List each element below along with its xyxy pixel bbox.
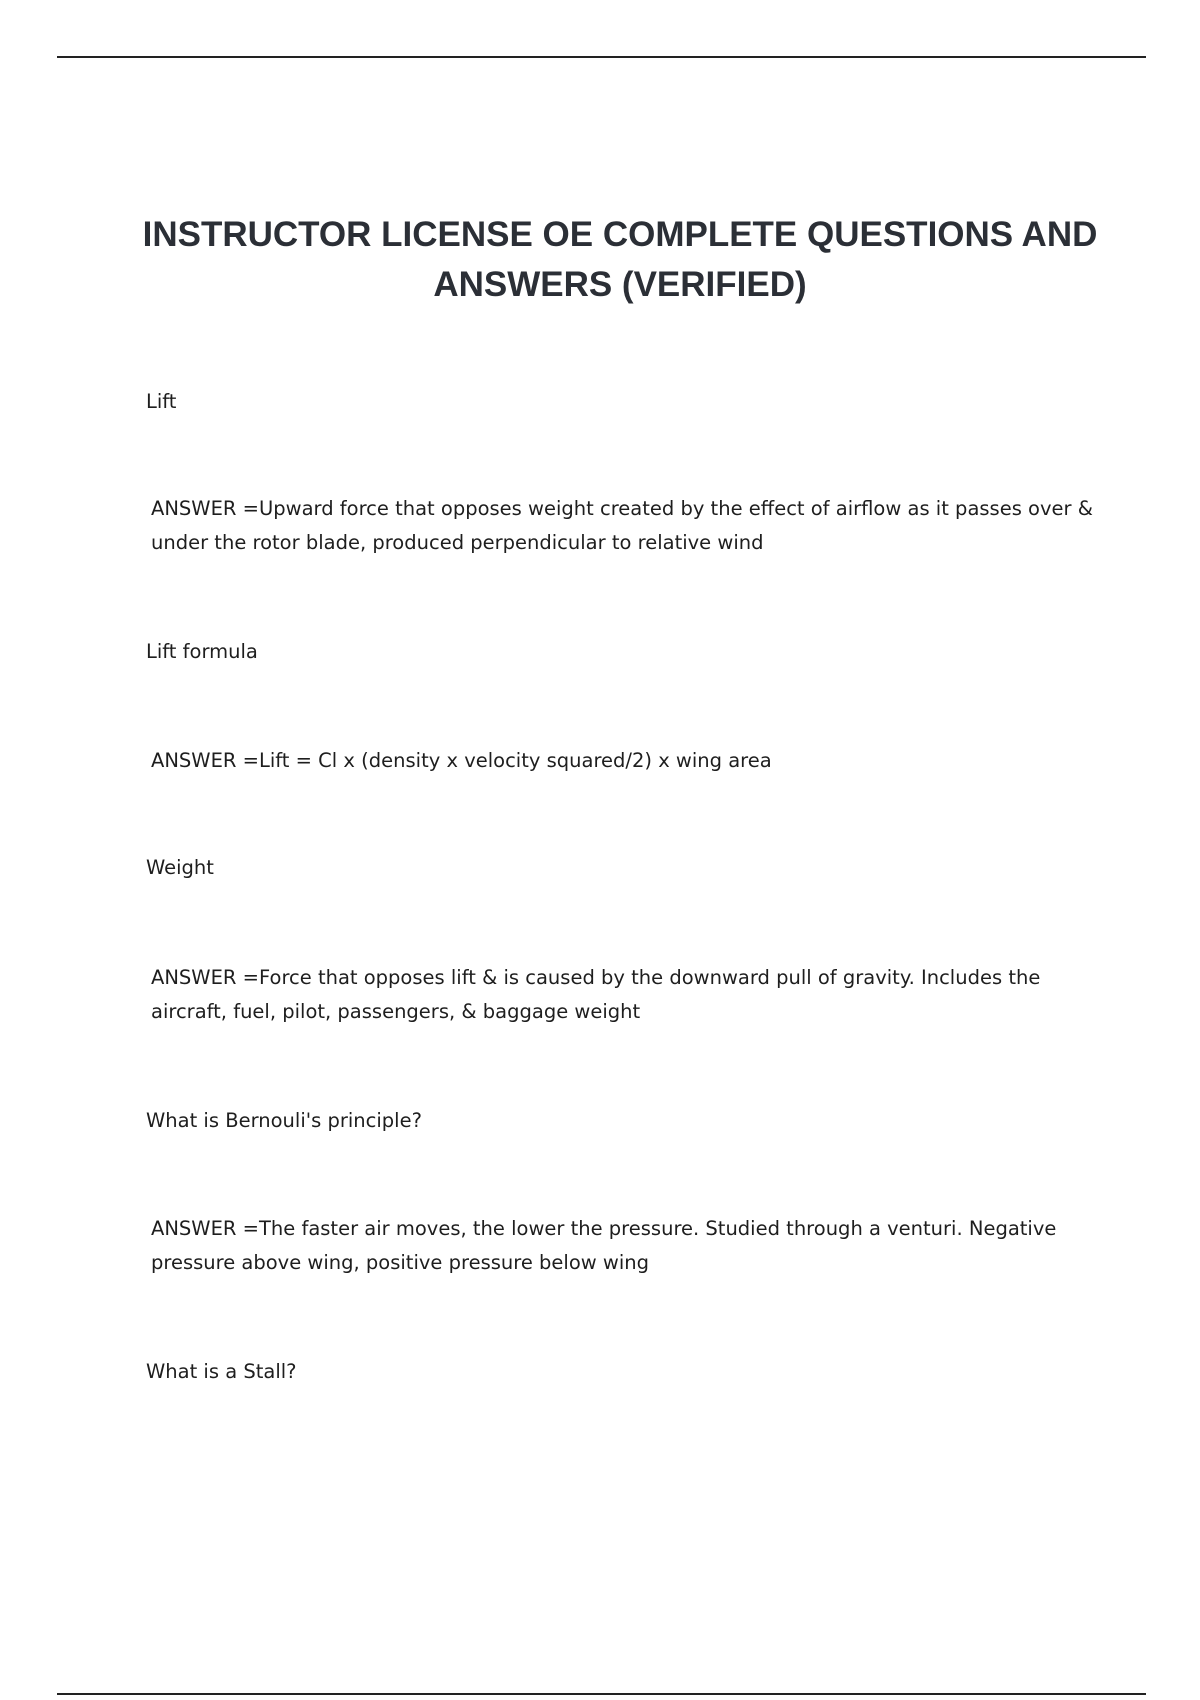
answer-text: ANSWER =Force that opposes lift & is caused by the downward pull of gravity. Includes the aircraft, fuel, pilot, passengers, & baggage weight: [151, 966, 1041, 1023]
question-text: Weight: [146, 856, 214, 879]
question-text: Lift: [146, 390, 177, 413]
answer-text: ANSWER =The faster air moves, the lower the pressure. Studied through a venturi. Negative pressure above wing, positive pressure below wing: [151, 1217, 1057, 1274]
question-text: Lift formula: [146, 640, 258, 663]
answer-text: ANSWER =Lift = Cl x (density x velocity squared/2) x wing area: [151, 749, 772, 772]
answer-text: ANSWER =Upward force that opposes weight created by the effect of airflow as it passes over & under the rotor blade, produced perpendicular to relative wind: [151, 497, 1093, 554]
header-rule: [57, 56, 1146, 58]
footer-rule: [57, 1693, 1146, 1695]
question-text: What is a Stall?: [146, 1360, 297, 1383]
document-title: INSTRUCTOR LICENSE OE COMPLETE QUESTIONS AND ANSWERS (VERIFIED): [142, 215, 1098, 304]
question-text: What is Bernouli's principle?: [146, 1109, 422, 1132]
